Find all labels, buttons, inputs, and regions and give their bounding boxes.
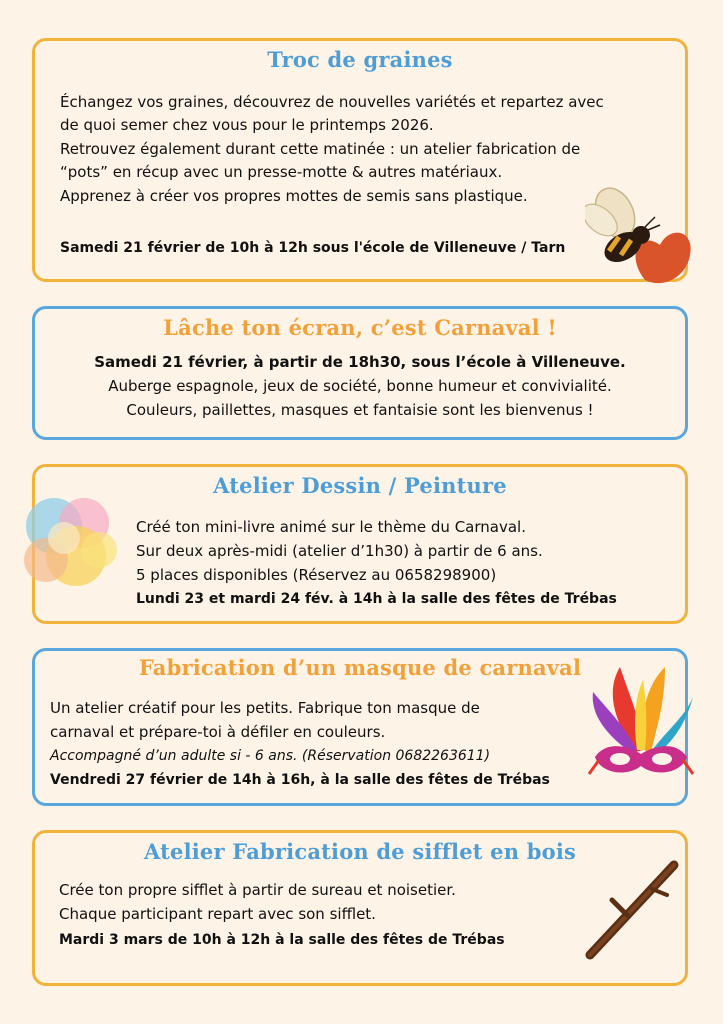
event-date: Vendredi 27 février de 14h à 16h, à la salle des fêtes de Trébas	[50, 772, 550, 788]
event-text-line: carnaval et prépare-toi à défiler en couleurs.	[50, 723, 386, 741]
event-date: Samedi 21 février, à partir de 18h30, sous l’école à Villeneuve.	[94, 353, 626, 371]
event-text-line: Un atelier créatif pour les petits. Fabrique ton masque de	[50, 699, 480, 717]
event-text-line: Créé ton mini-livre animé sur le thème du Carnaval.	[136, 518, 526, 536]
event-text-line: Auberge espagnole, jeux de société, bonne humeur et convivialité.	[108, 377, 612, 395]
event-text-line: Retrouvez également durant cette matinée : un atelier fabrication de	[60, 140, 581, 158]
event-text-line: Échangez vos graines, découvrez de nouvelles variétés et repartez avec	[60, 93, 604, 111]
wood-stick-icon	[582, 855, 687, 965]
event-text-line: Apprenez à créer vos propres mottes de semis sans plastique.	[60, 187, 528, 205]
event-date: Lundi 23 et mardi 24 fév. à 14h à la salle des fêtes de Trébas	[136, 591, 617, 607]
event-card-carnival-night	[32, 306, 688, 440]
event-date: Samedi 21 février de 10h à 12h sous l'école de Villeneuve / Tarn	[60, 240, 566, 256]
carnival-mask-icon	[585, 662, 697, 784]
event-title: Atelier Fabrication de sifflet en bois	[143, 839, 577, 864]
event-title: Fabrication d’un masque de carnaval	[138, 655, 582, 680]
event-text-line: Chaque participant repart avec son sifflet.	[59, 905, 376, 923]
event-text-line: Sur deux après-midi (atelier d’1h30) à partir de 6 ans.	[136, 542, 543, 560]
event-text-line: “pots” en récup avec un presse-motte & autres matériaux.	[60, 163, 503, 181]
event-title: Atelier Dessin / Peinture	[213, 473, 507, 498]
event-title: Troc de graines	[267, 47, 453, 72]
event-text-line: Couleurs, paillettes, masques et fantaisie sont les bienvenus !	[126, 401, 594, 419]
event-text-line: 5 places disponibles (Réservez au 0658298900)	[136, 566, 497, 584]
event-date: Mardi 3 mars de 10h à 12h à la salle des fêtes de Trébas	[59, 932, 505, 948]
event-title: Lâche ton écran, c’est Carnaval !	[163, 315, 557, 340]
event-card-drawing-workshop	[32, 464, 688, 624]
paint-splash-icon	[14, 488, 126, 596]
bee-icon	[585, 185, 695, 300]
event-text-line: de quoi semer chez vous pour le printemps 2026.	[60, 116, 434, 134]
event-text-line: Crée ton propre sifflet à partir de sureau et noisetier.	[59, 881, 456, 899]
event-note: Accompagné d’un adulte si - 6 ans. (Réservation 0682263611)	[50, 748, 491, 764]
